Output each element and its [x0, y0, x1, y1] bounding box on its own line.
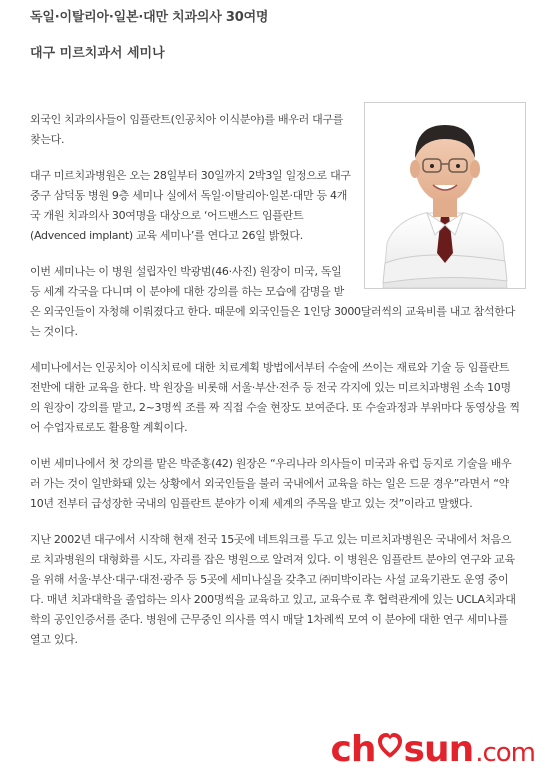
heart-logo-icon [377, 729, 403, 759]
article-paragraph-1: 외국인 치과의사들이 임플란트(인공치아 이식분야)를 배우러 대구를 찾는다. [30, 113, 344, 146]
logo-text-dotcom: .com [475, 738, 535, 768]
article-paragraph-4: 세미나에서는 인공치아 이식치료에 대한 치료계획 방법에서부터 수술에 쓰이는 재료와 기술 등 임플란트 전반에 대한 교육을 한다. 박 원장을 비롯해 서울·부산·전주 등 전국 각지에 있는 미르치과병원 소속 10명의 원장이 강의를 맡고, 2~3명씩 조를 짜 직접 수술 현장도 보여준다. 또 수술과정과 부위마다 동영상을 찍어 수업자료로도 활용할 계획이다. [30, 361, 520, 434]
article-subheadline: 대구 미르치과서 세미나 [30, 46, 165, 61]
logo-text-sun: sun [403, 729, 474, 770]
doctor-photo [364, 102, 526, 289]
article-paragraph-2: 대구 미르치과병원은 오는 28일부터 30일까지 2박3일 일정으로 대구 중구 삼덕동 병원 9층 세미나 실에서 독일·이탈리아·일본·대만 등 4개국 개원 치과의사 30여명을 대상으로 ‘어드밴스드 임플란트(Advenced implant) 교육 세미나’를 연다고 26일 밝혔다. [30, 169, 351, 242]
article-body [30, 110, 520, 666]
article-paragraph-5: 이번 세미나에서 첫 강의를 맡은 박준홍(42) 원장은 “우리나라 의사들이 미국과 유럽 등지로 기술을 배우러 가는 것이 일반화돼 있는 상황에서 외국인들을 불러 국내에서 교육을 하는 일은 드문 경우”라면서 “약 10년 전부터 급성장한 국내의 임플란트 분야가 이제 세계의 주목을 받고 있는 것”이라고 말했다. [30, 457, 512, 510]
chosun-logo[interactable] [331, 729, 535, 770]
doctor-portrait-image [365, 103, 525, 288]
heart-logo-label: 조선일보 [383, 756, 396, 761]
logo-text-ch: ch [330, 729, 376, 770]
article-paragraph-6: 지난 2002년 대구에서 시작해 현재 전국 15곳에 네트워크를 두고 있는 미르치과병원은 국내에서 처음으로 치과병원의 대형화를 시도, 자리를 잡은 병원으로 알려져 있다. 이 병원은 임플란트 분야의 연구와 교육을 위해 서울·부산·대구·대전·광주 등 5곳에 세미나실을 갖추고 ㈜미박이라는 사설 교육기관도 운영 중이다. 매년 치과대학을 졸업하는 의사 200명씩을 교육하고 있고, 교육수료 후 협력관계에 있는 UCLA치과대학의 공인인증서를 준다. 병원에 근무중인 의사를 역시 매달 1차례씩 모여 이 분야에 대한 연구 세미나를 열고 있다. [30, 533, 516, 646]
article-paragraph-3: 이번 세미나는 이 병원 설립자인 박광범(46·사진) 원장이 미국, 독일 등 세계 각국을 다니며 이 분야에 대한 강의를 하는 모습에 감명을 받은 외국인들이 자청해 이뤄졌다고 한다. 때문에 외국인들은 1인당 3000달러씩의 교육비를 내고 참석한다는 것이다. [30, 265, 515, 338]
article-headline: 독일·이탈리아·일본·대만 치과의사 30여명 [30, 10, 269, 25]
